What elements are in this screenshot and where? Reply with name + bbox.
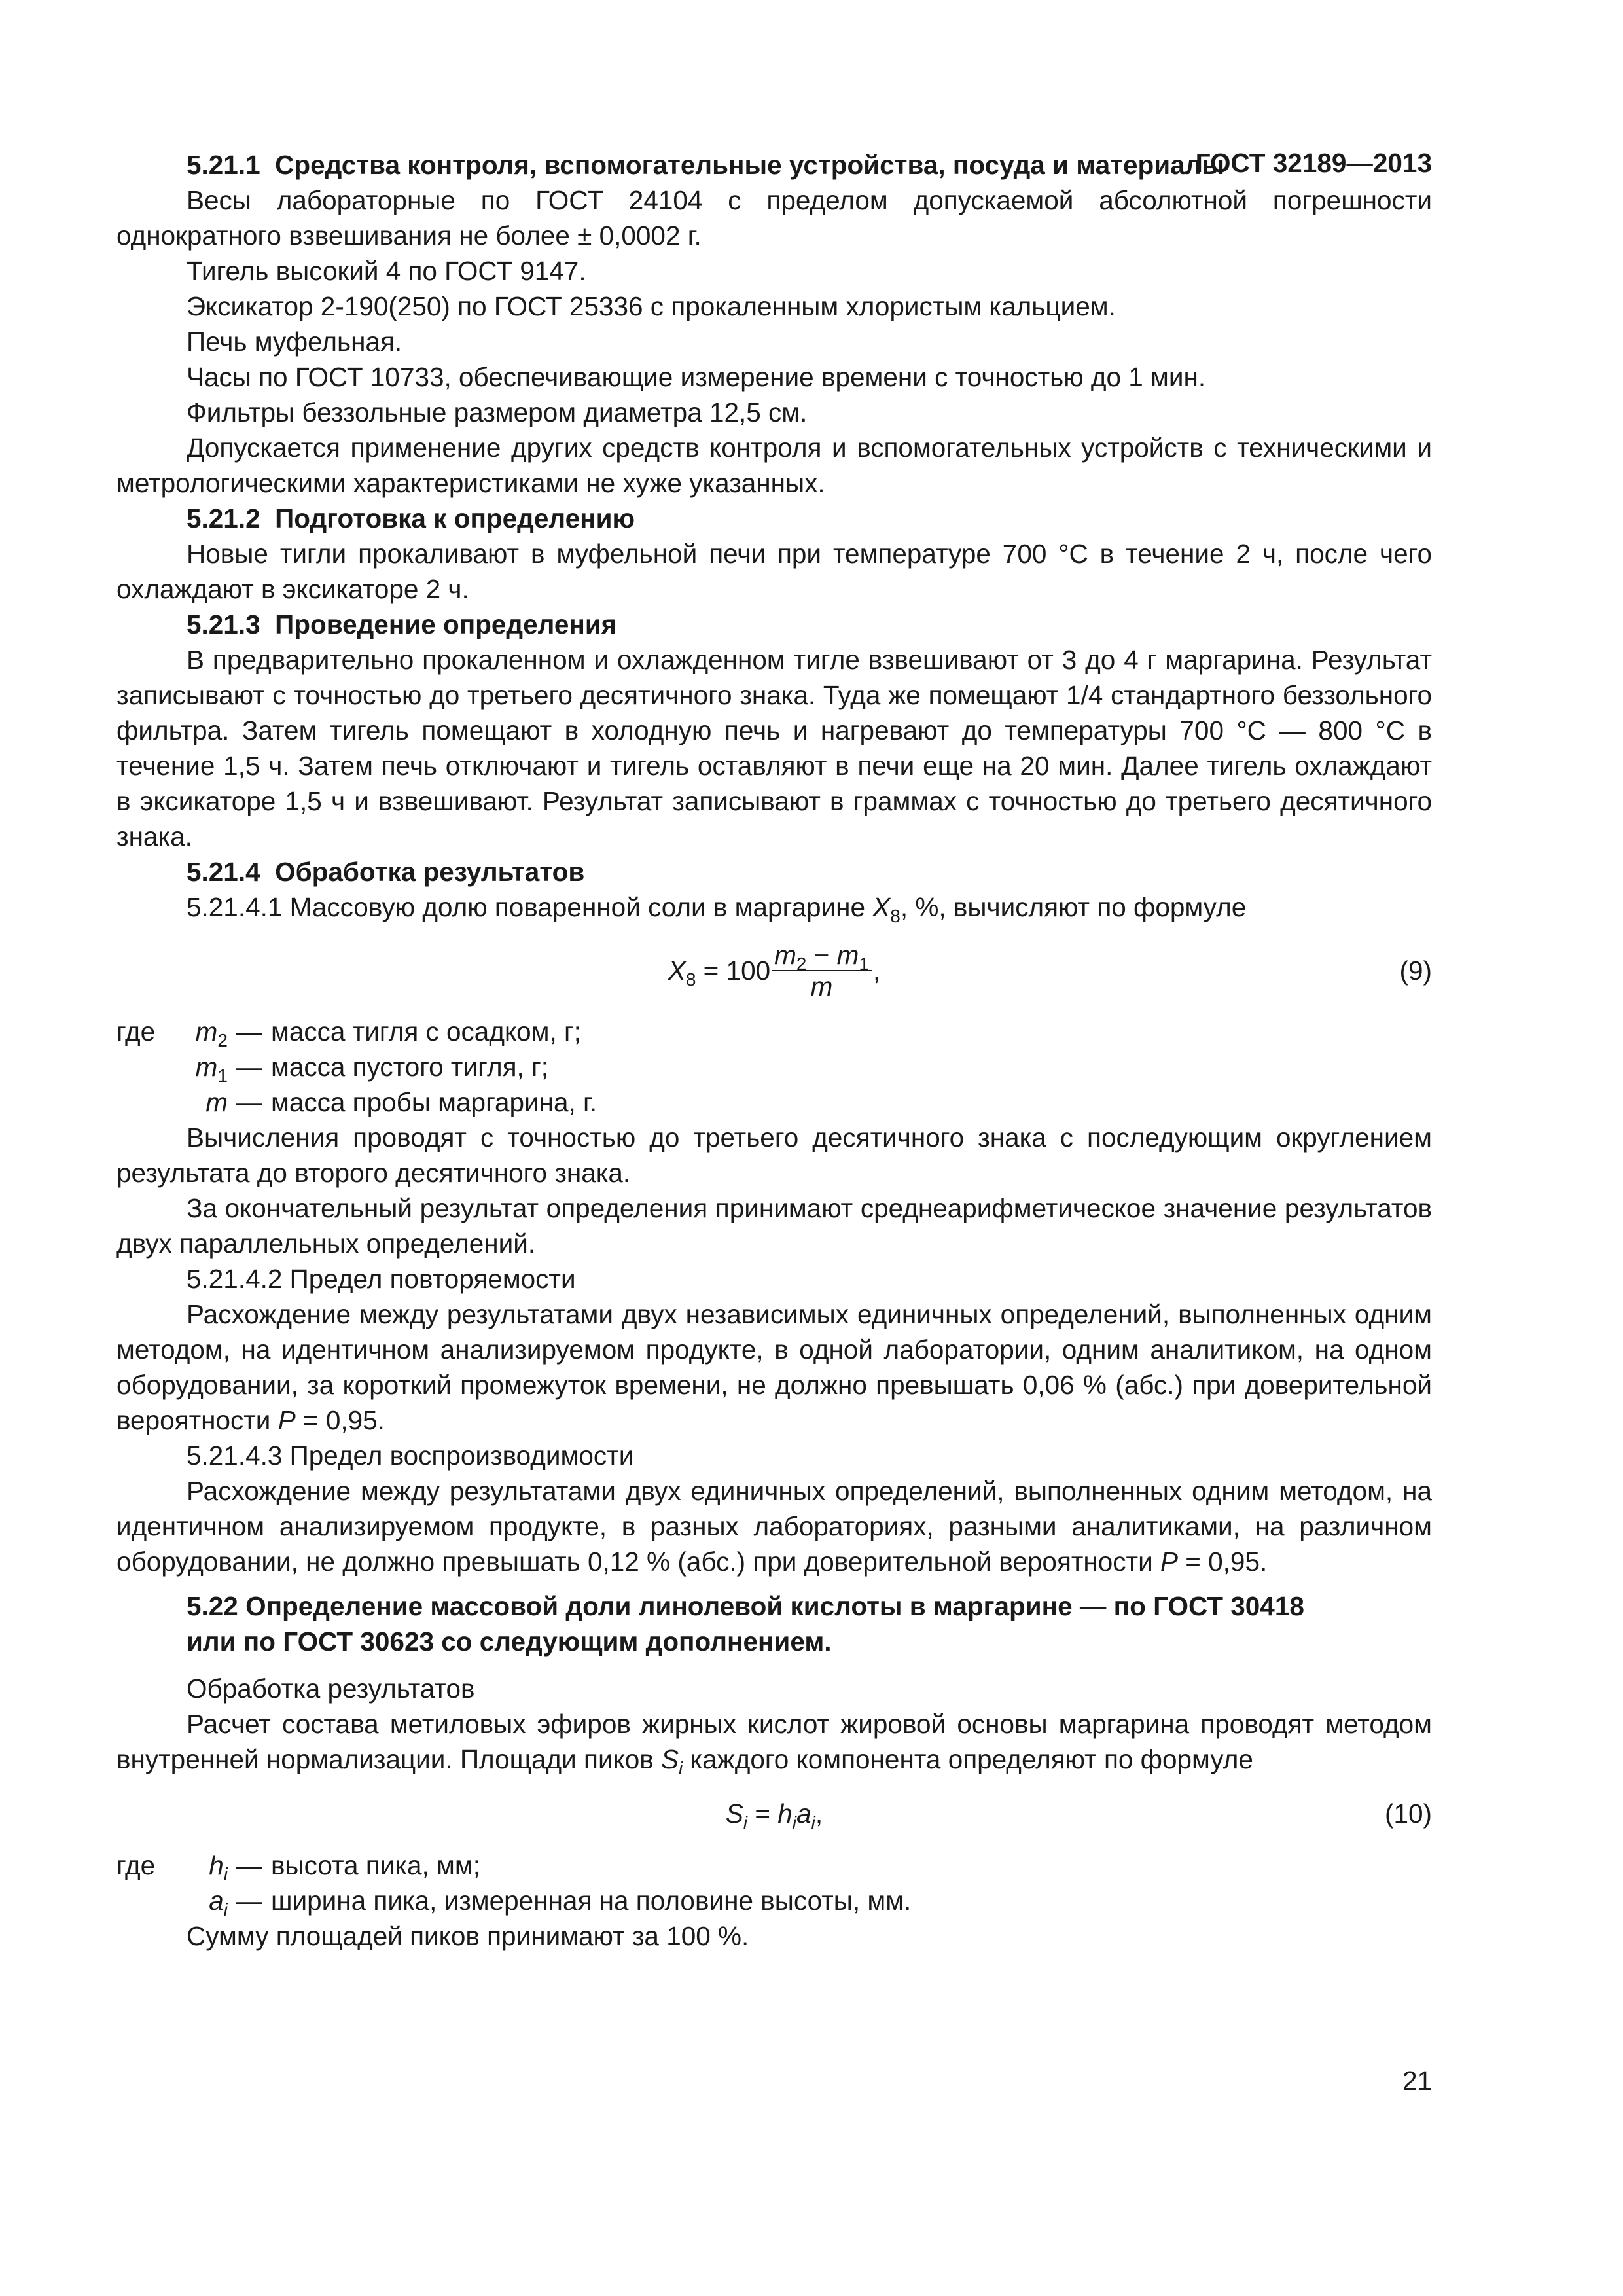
paragraph	[116, 1297, 1432, 1438]
heading-5-21-3	[116, 607, 1432, 642]
paragraph	[116, 1706, 1432, 1777]
heading-5-21-4	[116, 854, 1432, 889]
paragraph-5-21-4-1	[116, 889, 1432, 925]
heading-number: 5.21.2	[187, 503, 260, 533]
formula-eq: = 100	[696, 956, 771, 986]
heading-number: 5.21.3	[187, 609, 260, 639]
where-lead: где	[116, 1850, 156, 1880]
formula-op: −	[806, 940, 837, 970]
paragraph: Допускается применение других средств контроля и вспомогательных устройств с техническими и метрологическими характеристиками не хуже указанных.	[116, 433, 1432, 498]
page-number: 21	[1402, 2066, 1432, 2096]
formula-label: (10)	[1384, 1799, 1432, 1829]
formula-9	[116, 935, 1432, 1006]
variable: P	[277, 1405, 296, 1435]
where-dash: —	[236, 1016, 262, 1047]
formula-tail: ,	[815, 1799, 823, 1829]
text: Расхождение между результатами двух независимых единичных определений, выполненных одним методом, на идентичном анализируемом продукте, в одной лаборатории, одним аналитиком, на одном оборудовании, за короткий промежуток времени, не должно превышать 0,06 % (абс.) при доверительной вероятности	[116, 1299, 1432, 1435]
where-text: масса пробы маргарина, г.	[271, 1087, 597, 1117]
numerator	[772, 940, 872, 974]
paragraph: Часы по ГОСТ 10733, обеспечивающие измерение времени с точностью до 1 мин.	[187, 362, 1206, 392]
heading-title: Проведение определения	[275, 609, 617, 639]
formula-sub: i	[792, 1812, 797, 1833]
where-var: $a_i$	[209, 1886, 228, 1920]
fraction	[772, 940, 872, 1001]
paragraph	[116, 1473, 1432, 1579]
heading-title: Обработка результатов	[275, 857, 585, 887]
formula-sub: i	[811, 1812, 815, 1833]
where-dash: —	[236, 1052, 262, 1082]
where-item	[116, 1085, 597, 1120]
text: , %, вычисляют по формуле	[900, 892, 1247, 922]
subscript: 8	[890, 906, 901, 926]
heading-title: Средства контроля, вспомогательные устройства, посуда и материалы	[275, 150, 1224, 180]
where-dash: —	[236, 1087, 262, 1117]
where-lead: где	[116, 1016, 156, 1047]
denominator	[808, 971, 836, 1001]
paragraph: В предварительно прокаленном и охлажденном тигле взвешивают от 3 до 4 г маргарина. Результат записывают с точностью до третьего десятичного знака. Туда же помещают 1/4 стандартного беззольного фильтра. Затем тигель помещают в холодную печь и нагревают до температуры 700 °С — 800 °С в течение 1,5 ч. Затем печь отключают и тигель оставляют в печи еще на 20 мин. Далее тигель охлаждают в эксикаторе 1,5 ч и взвешивают. Результат записывают в граммах с точностью до третьего десятичного знака.	[116, 645, 1432, 852]
where-dash: —	[236, 1850, 262, 1880]
where-text: масса тигля с осадком, г;	[271, 1016, 582, 1047]
where-lead	[116, 1883, 182, 1918]
where-item	[116, 1014, 597, 1049]
heading-line: или по ГОСТ 30623 со следующим дополнением.	[187, 1626, 832, 1657]
formula-var: m	[836, 940, 859, 970]
formula-label: (9)	[1399, 956, 1432, 986]
text: каждого компонента определяют по формуле	[683, 1744, 1253, 1774]
where-item	[116, 1049, 597, 1085]
where-item	[116, 1848, 911, 1883]
subheading-5-21-4-3: 5.21.4.3 Предел воспроизводимости	[187, 1441, 634, 1471]
where-text: масса пустого тигля, г;	[271, 1052, 549, 1082]
where-lead	[116, 1085, 182, 1120]
heading-number: 5.21.1	[187, 150, 260, 180]
formula-sub: i	[743, 1812, 748, 1833]
paragraph: Тигель высокий 4 по ГОСТ 9147.	[187, 256, 586, 286]
text: Расхождение между результатами двух единичных определений, выполненных одним методом, на идентичном анализируемом продукте, в разных лабораториях, разными аналитиками, на различном оборудовании, не должно превышать 0,12 % (абс.) при доверительной вероятности	[116, 1476, 1432, 1577]
page-body	[116, 147, 1432, 1954]
paragraph: Вычисления проводят с точностью до третьего десятичного знака с последующим округлением результата до второго десятичного знака.	[116, 1122, 1432, 1188]
where-var: m	[205, 1087, 228, 1117]
formula-tail: ,	[872, 956, 881, 986]
formula-var: a	[796, 1799, 812, 1829]
formula-10	[116, 1787, 1432, 1840]
formula-var: m	[810, 971, 833, 1001]
paragraph: Печь муфельная.	[187, 327, 402, 357]
where-var: $m_1$	[195, 1052, 228, 1086]
paragraph: Фильтры беззольные размером диаметра 12,5 см.	[187, 397, 808, 427]
where-lead	[116, 1049, 182, 1085]
formula-var: m	[774, 940, 796, 970]
paragraph: Сумму площадей пиков принимают за 100 %.	[187, 1921, 749, 1951]
formula-sub: 2	[796, 954, 807, 974]
where-list	[116, 1848, 911, 1918]
paragraph: Новые тигли прокаливают в муфельной печи при температуре 700 °С в течение 2 ч, после чего охлаждают в эксикаторе 2 ч.	[116, 539, 1432, 604]
formula-var: h	[777, 1799, 793, 1829]
formula-var: S	[725, 1799, 743, 1829]
text: = 0,95.	[1178, 1547, 1268, 1577]
subscript: i	[679, 1758, 683, 1778]
variable: S	[661, 1744, 679, 1774]
heading-line: 5.22 Определение массовой доли линолевой кислоты в маргарине — по ГОСТ 30418	[187, 1591, 1304, 1621]
where-var: $m_2$	[195, 1016, 228, 1050]
standard-code: ГОСТ 32189—2013	[1195, 148, 1432, 178]
formula-sub: 8	[685, 969, 696, 990]
text: 5.21.4.1 Массовую долю поваренной соли в маргарине	[187, 892, 873, 922]
where-text: ширина пика, измеренная на половине высоты, мм.	[271, 1886, 912, 1916]
paragraph: Весы лабораторные по ГОСТ 24104 с пределом допускаемой абсолютной погрешности однократного взвешивания не более ± 0,0002 г.	[116, 185, 1432, 251]
text: Расчет состава метиловых эфиров жирных кислот жировой основы маргарина проводят методом внутренней нормализации. Площади пиков	[116, 1709, 1432, 1774]
where-var: $h_i$	[209, 1850, 228, 1884]
heading-5-21-2	[116, 501, 1432, 536]
heading-number: 5.21.4	[187, 857, 260, 887]
paragraph: За окончательный результат определения принимают среднеарифметическое значение результатов двух параллельных определений.	[116, 1193, 1432, 1259]
variable: X	[872, 892, 891, 922]
formula-eq: =	[747, 1799, 778, 1829]
variable: P	[1160, 1547, 1178, 1577]
text: = 0,95.	[295, 1405, 385, 1435]
paragraph: Эксикатор 2-190(250) по ГОСТ 25336 с прокаленным хлористым кальцием.	[187, 291, 1116, 321]
where-text: высота пика, мм;	[271, 1850, 480, 1880]
heading-title: Подготовка к определению	[275, 503, 635, 533]
heading-5-21-1	[116, 147, 1432, 183]
formula-sub: 1	[859, 954, 869, 974]
subheading-5-21-4-2: 5.21.4.2 Предел повторяемости	[187, 1264, 576, 1294]
subheading: Обработка результатов	[187, 1674, 475, 1704]
where-dash: —	[236, 1886, 262, 1916]
formula-var: X	[668, 956, 686, 986]
heading-5-22	[116, 1588, 1432, 1659]
where-list	[116, 1014, 597, 1120]
where-item	[116, 1883, 911, 1918]
